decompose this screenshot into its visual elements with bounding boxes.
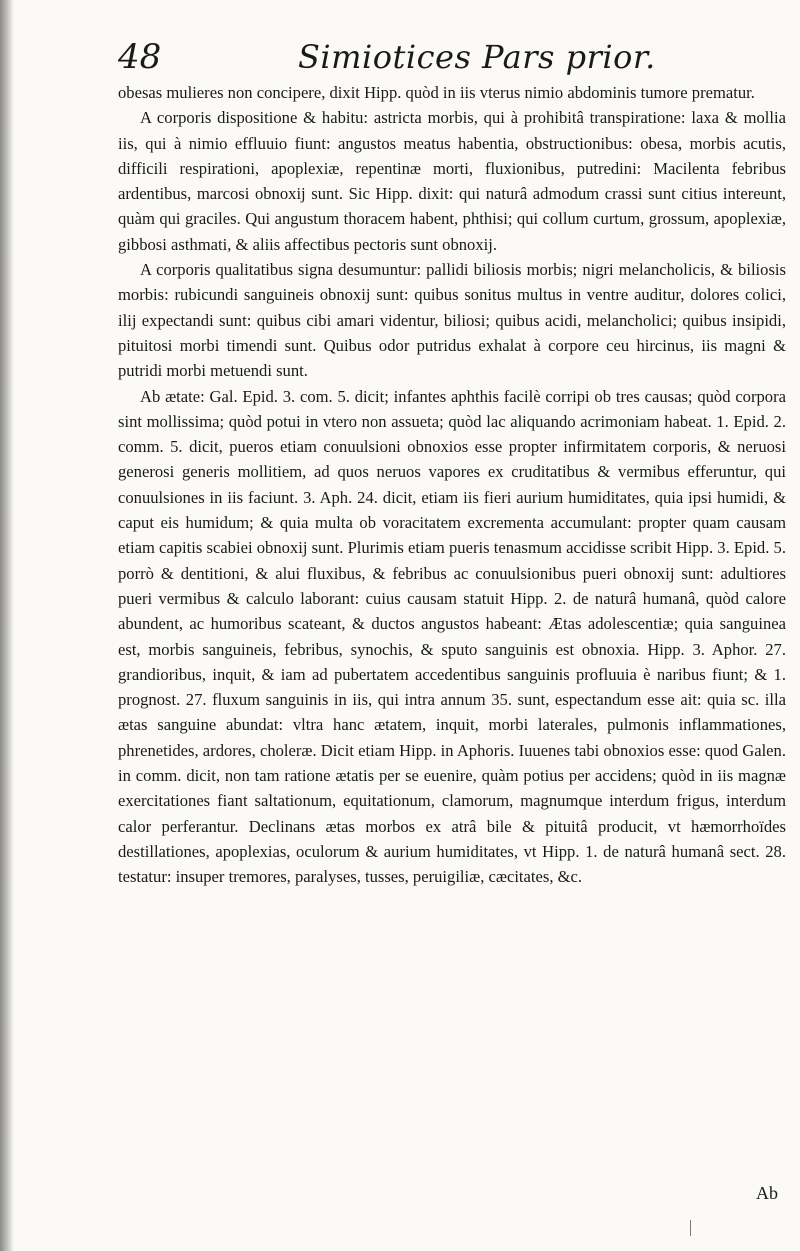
catchword: Ab <box>756 1183 778 1203</box>
page-header <box>118 36 778 78</box>
running-title: Simiotices Pars prior. <box>298 38 656 76</box>
paragraph-corporis-dispositione: A corporis dispositione & habitu: astricta morbis, qui à prohibitâ transpiratione: laxa & mollia iis, qui à nimio effluuio fiunt: angustos meatus habentia, obstructionibus: obesa, morbis acutis, difficili respirationi, apoplexiæ, repentinæ morti, fluxionibus, putredini: Macilenta febribus ardentibus, marcosi obnoxij sunt. Sic Hipp. dixit: qui naturâ admodum crassi sunt citius intereunt, quàm qui graciles. Qui angustum thoracem habent, phthisi; qui collum curtum, grossum, apoplexiæ, gibbosi asthmati, & aliis affectibus pectoris sunt obnoxij. <box>118 108 786 254</box>
paragraph-continuation: obesas mulieres non concipere, dixit Hipp. quòd in iis vterus nimio abdominis tumore prematur. <box>118 83 755 102</box>
page-corner-mark <box>690 1220 691 1236</box>
paragraph-ab-aetate: Ab ætate: Gal. Epid. 3. com. 5. dicit; infantes aphthis facilè corripi ob tres causas; quòd corpora sint mollissima; quòd potui in vtero non assueta; quòd lac aliquando acrimoniam habeat. 1. Epid. 2. comm. 5. dicit, pueros etiam conuulsioni obnoxios esse propter infirmitatem corporis, & neruosi generosi generis mollitiem, ad quos neruos vapores ex cruditatibus & vermibus efferuntur, qui conuulsiones in iis faciunt. 3. Aph. 24. dicit, etiam iis fieri aurium humiditates, quia ipsi humidi, & caput eis humidum; & quia multa ob voracitatem excrementa accumulant: propter quam causam etiam capitis scabiei obnoxij sunt. Plurimis etiam pueris tenasmum accidisse scribit Hipp. 3. Epid. 5. porrò & dentitioni, & alui fluxibus, & febribus ac conuulsionibus pueri obnoxij sunt: adultiores pueri vermibus & calculo laborant: cuius causam statuit Hipp. 2. de naturâ humanâ, quòd calore abundent, ac humoribus scateant, & ductos angustos habeant: Ætas adolescentiæ; quia sanguinea est, morbis sanguineis, febribus, synochis, & sputo sanguinis est obnoxia. Hipp. 3. Aphor. 27. grandioribus, inquit, & iam ad pubertatem accedentibus sanguinis profluuia è naribus fiunt; & 1. prognost. 27. fluxum sanguinis in iis, qui intra annum 35. sunt, espectandum esse ait: quia sc. illa ætas sanguine abundat: vltra hanc ætatem, inquit, morbi laterales, pulmonis inflammationes, phrenetides, ardores, choleræ. Dicit etiam Hipp. in Aphoris. Iuuenes tabi obnoxios esse: quod Galen. in comm. dicit, non tam ratione ætatis per se euenire, quàm potius per accidens; quòd in iis magnæ exercitationes fiant saltationum, equitationum, clamorum, magnumque interdum frigus, interdum calor perferantur. Declinans ætas morbos ex atrâ bile & pituitâ producit, vt hæmorrhoïdes destillationes, apoplexias, oculorum & aurium humiditates, vt Hipp. 1. de naturâ humanâ sect. 28. testatur: insuper tremores, paralyses, tusses, peruigiliæ, cæcitates, &c. <box>118 386 786 887</box>
page-gutter-shadow <box>0 0 14 1251</box>
body-text <box>118 80 786 890</box>
paragraph-corporis-qualitatibus: A corporis qualitatibus signa desumuntur: pallidi biliosis morbis; nigri melancholicis, & biliosis morbis: rubicundi sanguineis obnoxij sunt: quibus sonitus multus in ventre auditur, dolores colici, ilij expectandi sunt: quibus cibi amari videntur, biliosi; quibus acidi, melancholici; quibus insipidi, pituitosi morbi timendi sunt. Quibus odor putridus exhalat à corpore ceu hircinus, iis magni & putridi morbi metuendi sunt. <box>118 260 786 381</box>
page-number: 48 <box>118 37 162 77</box>
